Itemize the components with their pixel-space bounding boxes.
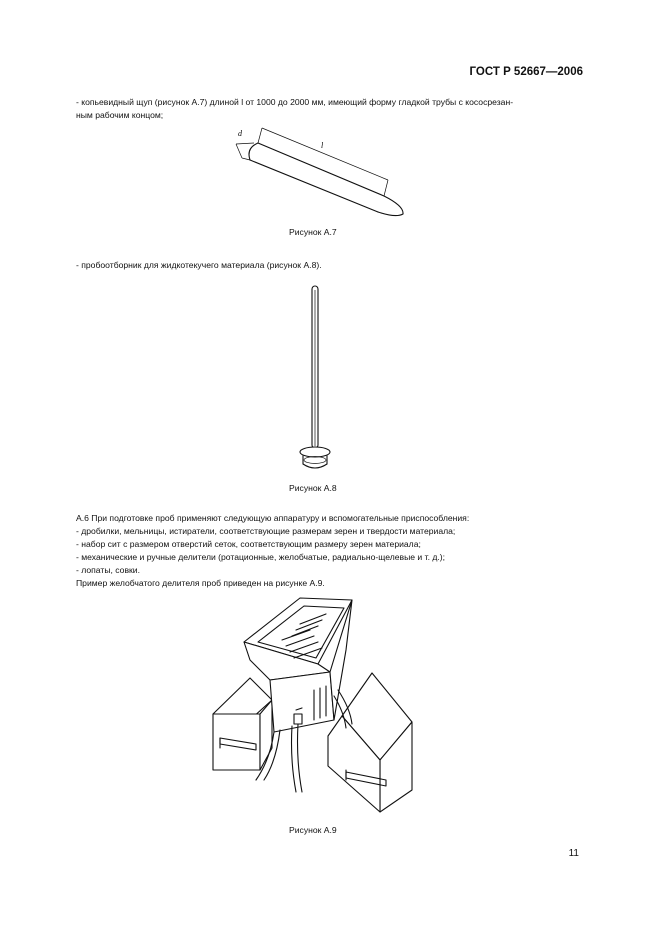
page-number: 11 bbox=[568, 848, 579, 859]
dimension-l-label: l bbox=[321, 141, 324, 150]
left-receiver-box bbox=[213, 678, 272, 770]
figure-a8-caption: Рисунок А.8 bbox=[289, 483, 337, 493]
figure-a9-caption: Рисунок А.9 bbox=[289, 825, 337, 835]
divider-example-line: Пример желобчатого делителя проб приведен на рисунке А.9. bbox=[76, 578, 325, 588]
list-item: - лопаты, совки. bbox=[76, 565, 140, 575]
list-item: - механические и ручные делители (ротационные, желобчатые, радиально-щелевые и т. д.); bbox=[76, 552, 446, 562]
figure-a7-caption: Рисунок А.7 bbox=[289, 227, 337, 237]
dimension-d-label: d bbox=[238, 129, 242, 138]
document-standard-header: ГОСТ Р 52667—2006 bbox=[469, 66, 583, 78]
probe-description-line-2: ным рабочим концом; bbox=[76, 110, 164, 120]
list-item: - дробилки, мельницы, истиратели, соответствующие размерам зерен и твердости материала; bbox=[76, 526, 456, 536]
probe-description-line-1: - копьевидный щуп (рисунок А.7) длиной l от 1000 до 2000 мм, имеющий форму гладкой трубы с кососрезан- bbox=[76, 97, 514, 107]
liquid-sampler-line: - пробоотборник для жидкотекучего материала (рисунок А.8). bbox=[76, 260, 322, 270]
section-a6-lead: А.6 При подготовке проб применяют следующую аппаратуру и вспомогательные приспособления: bbox=[76, 513, 470, 523]
list-item: - набор сит с размером отверстий сеток, соответствующим размеру зерен материала; bbox=[76, 539, 421, 549]
